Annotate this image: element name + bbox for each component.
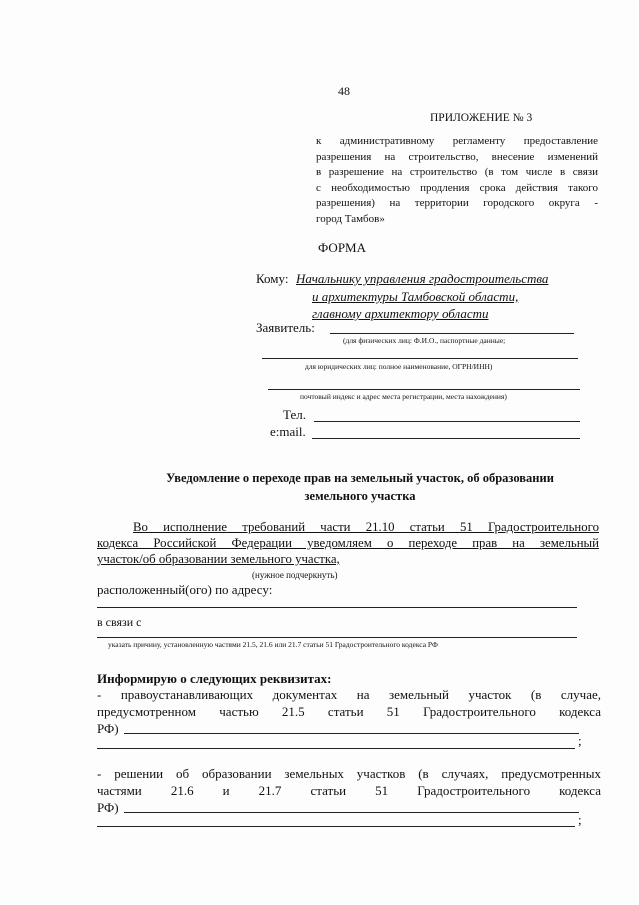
applicant-hint-legal: для юридических лиц: полное наименование, ОГРН/ИНН) (305, 362, 493, 371)
appendix-line: с необходимостью продления срока действия такого (316, 181, 598, 194)
phone-label: Тел. (283, 407, 306, 422)
addressee-label: Кому: (256, 271, 289, 286)
info-line: - решении об образовании земельных участков (в случаях, предусмотренных (97, 766, 601, 781)
reason-hint: указать причину, установленную частями 21.5, 21.6 или 21.7 статьи 51 Градостроительного кодекса РФ (108, 640, 438, 649)
info-item-2 (97, 765, 601, 816)
body-line: Во исполнение требований части 21.10 статьи 51 Градостроительного (133, 520, 599, 534)
info-item-2-field[interactable] (97, 826, 575, 827)
applicant-hint-individuals: (для физических лиц: Ф.И.О., паспортные данные; (343, 336, 506, 345)
info-item-2-field[interactable] (124, 812, 579, 813)
info-heading: Информирую о следующих реквизитах: (97, 671, 332, 686)
reason-field[interactable] (97, 637, 577, 638)
due-to-label: в связи с (97, 615, 142, 629)
body-line: кодекса Российской Федерации уведомляем о переходе прав на земельный (97, 536, 599, 550)
appendix-line: к административному регламенту предоставление (316, 135, 598, 147)
info-line: частями 21.6 и 21.7 статьи 51 Градостроительного кодекса (97, 783, 601, 798)
underline-hint: (нужное подчеркнуть) (252, 570, 338, 580)
info-line: РФ) (97, 721, 119, 736)
info-line: - правоустанавливающих документах на земельный участок (в случае, (97, 687, 601, 702)
applicant-field-line[interactable] (268, 389, 580, 390)
addressee-line: Начальнику управления градостроительства (296, 271, 549, 286)
addressee-line: главному архитектору области (312, 306, 489, 321)
applicant-field-line[interactable] (262, 358, 578, 359)
info-line: РФ) (97, 800, 119, 815)
appendix-description (316, 134, 598, 227)
body-line: участок/об образовании земельного участка, (97, 552, 340, 566)
applicant-label: Заявитель: (256, 320, 315, 335)
addressee-line: и архитектуры Тамбовской области, (312, 289, 519, 304)
email-field[interactable] (312, 438, 580, 439)
notice-title-line: Уведомление о переходе прав на земельный участок, об образовании (166, 471, 554, 485)
info-line: предусмотренном частью 21.5 статьи 51 Градостроительного кодекса (97, 704, 601, 719)
appendix-line: разрешения) на территории городского округа - (316, 197, 598, 209)
applicant-hint-address: почтовый индекс и адрес места регистрации, места нахождения) (300, 392, 507, 401)
notice-title-line: земельного участка (304, 489, 416, 503)
appendix-line: город Тамбов» (316, 212, 385, 225)
appendix-line: в разрешение на строительство (в том числе в связи (316, 166, 598, 178)
info-item-1-field[interactable] (124, 733, 579, 734)
body-paragraph (97, 519, 599, 567)
phone-field[interactable] (314, 421, 580, 422)
info-item-1-field[interactable] (97, 748, 575, 749)
appendix-line: разрешения на строительство, внесение изменений (316, 150, 598, 163)
info-item-1 (97, 686, 601, 737)
page-number: 48 (338, 84, 350, 98)
semicolon: ; (578, 733, 582, 748)
address-field[interactable] (97, 607, 577, 608)
semicolon: ; (578, 812, 582, 827)
form-label: ФОРМА (318, 240, 366, 255)
email-label: e:mail. (270, 424, 306, 439)
appendix-title: ПРИЛОЖЕНИЕ № 3 (430, 112, 533, 124)
applicant-field-line[interactable] (330, 333, 574, 334)
located-label: расположенный(ого) по адресу: (97, 582, 273, 597)
